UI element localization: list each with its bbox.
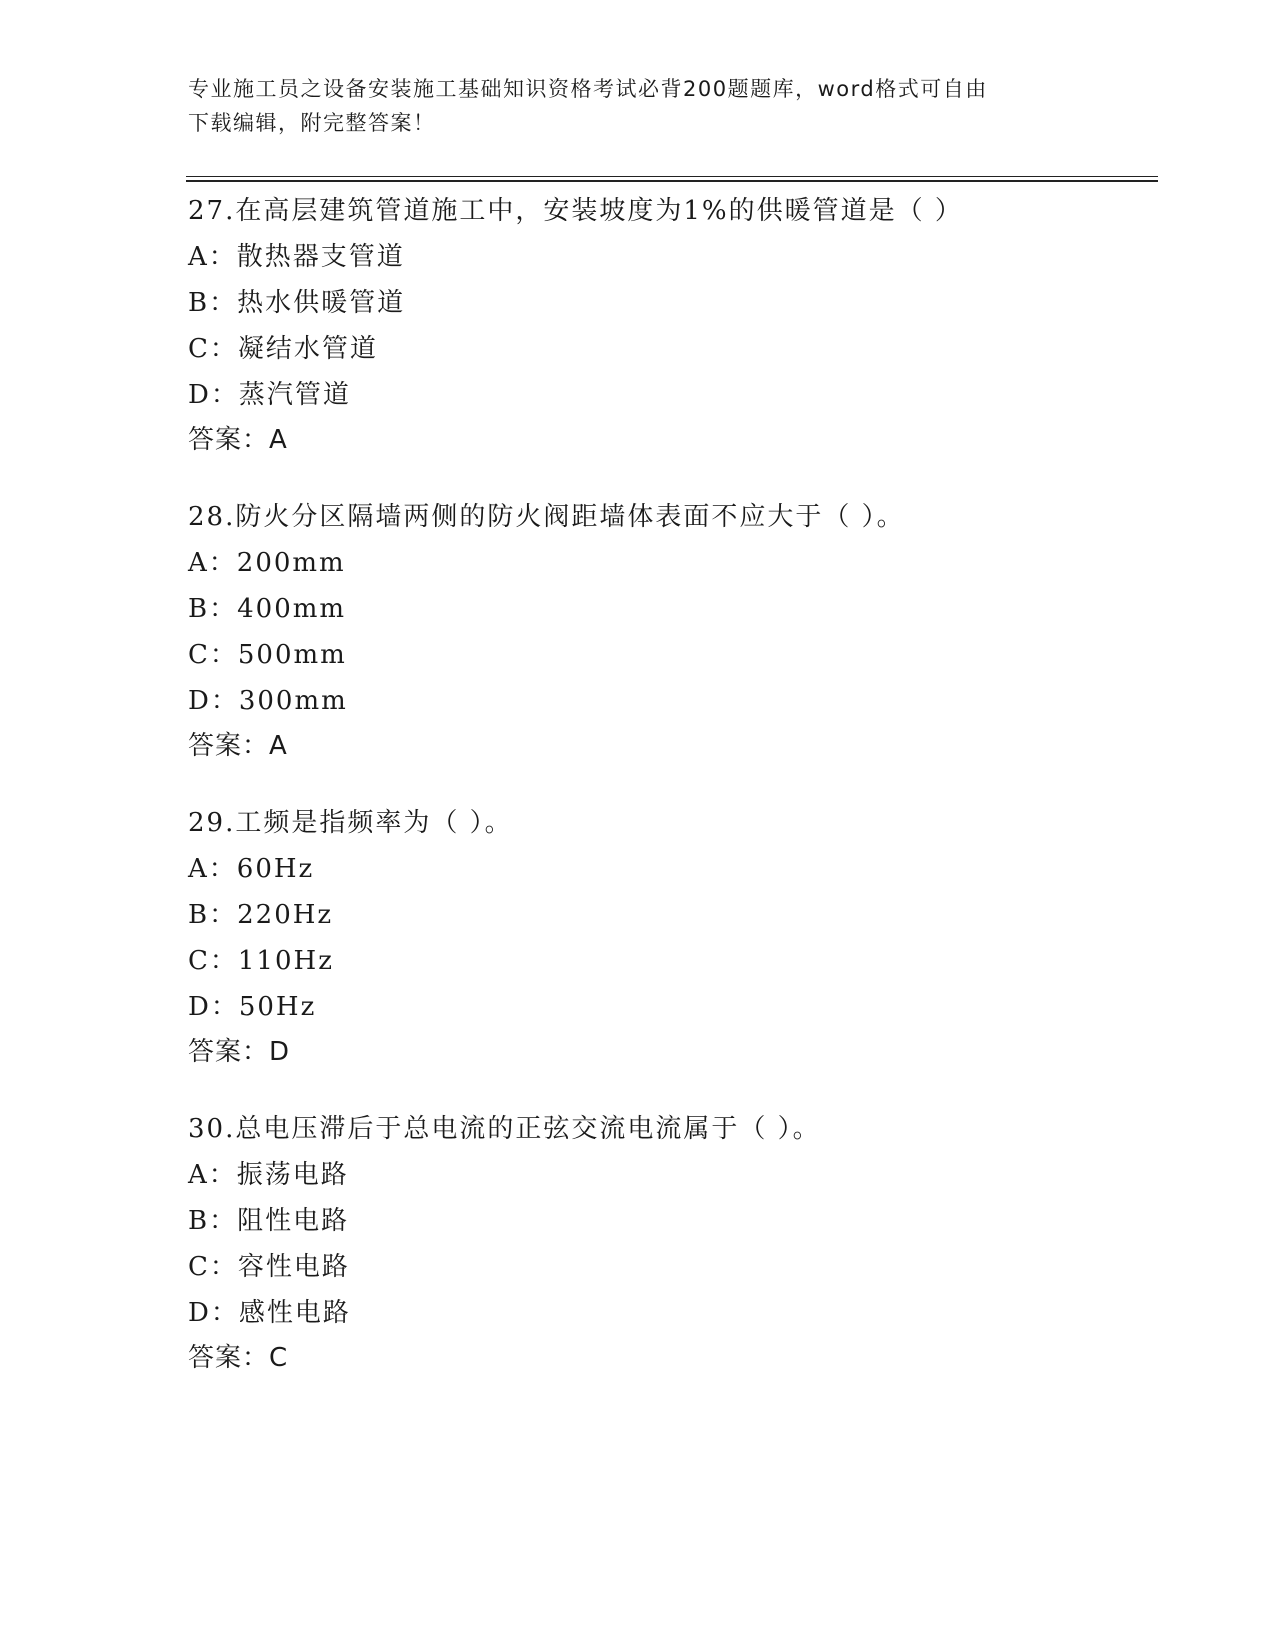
- option-b: B：400mm: [188, 594, 347, 624]
- answer: 答案：D: [188, 1037, 291, 1067]
- question-stem: 29.工频是指频率为（ ）。: [188, 808, 513, 838]
- option-a: A：60Hz: [188, 854, 315, 884]
- question-30: [188, 1106, 1158, 1380]
- question-28: [188, 494, 1158, 768]
- option-c: C：110Hz: [188, 946, 334, 976]
- header-divider-thick: [186, 180, 1158, 182]
- option-b: B：220Hz: [188, 900, 334, 930]
- question-list: [188, 188, 1158, 1412]
- option-b: B：热水供暖管道: [188, 288, 406, 318]
- question-stem: 27.在高层建筑管道施工中，安装坡度为1%的供暖管道是（ ）: [188, 196, 963, 226]
- option-a: A：散热器支管道: [188, 242, 405, 272]
- header-line-1: 专业施工员之设备安装施工基础知识资格考试必背200题题库，word格式可自由: [188, 77, 988, 101]
- question-stem: 28.防火分区隔墙两侧的防火阀距墙体表面不应大于（ ）。: [188, 502, 905, 532]
- question-29: [188, 800, 1158, 1074]
- header-divider-thin: [186, 176, 1158, 177]
- option-c: C：500mm: [188, 640, 347, 670]
- option-a: A：200mm: [188, 548, 346, 578]
- option-d: D：300mm: [188, 686, 348, 716]
- option-c: C：凝结水管道: [188, 334, 378, 364]
- option-d: D：感性电路: [188, 1298, 351, 1328]
- option-a: A：振荡电路: [188, 1160, 349, 1190]
- question-stem: 30.总电压滞后于总电流的正弦交流电流属于（ ）。: [188, 1114, 821, 1144]
- question-27: [188, 188, 1158, 462]
- answer: 答案：C: [188, 1343, 289, 1373]
- option-b: B：阻性电路: [188, 1206, 350, 1236]
- option-c: C：容性电路: [188, 1252, 350, 1282]
- option-d: D：蒸汽管道: [188, 380, 351, 410]
- header-line-2: 下载编辑，附完整答案！: [188, 111, 436, 135]
- option-d: D：50Hz: [188, 992, 317, 1022]
- document-header: [188, 72, 1068, 140]
- answer: 答案：A: [188, 425, 288, 455]
- answer: 答案：A: [188, 731, 288, 761]
